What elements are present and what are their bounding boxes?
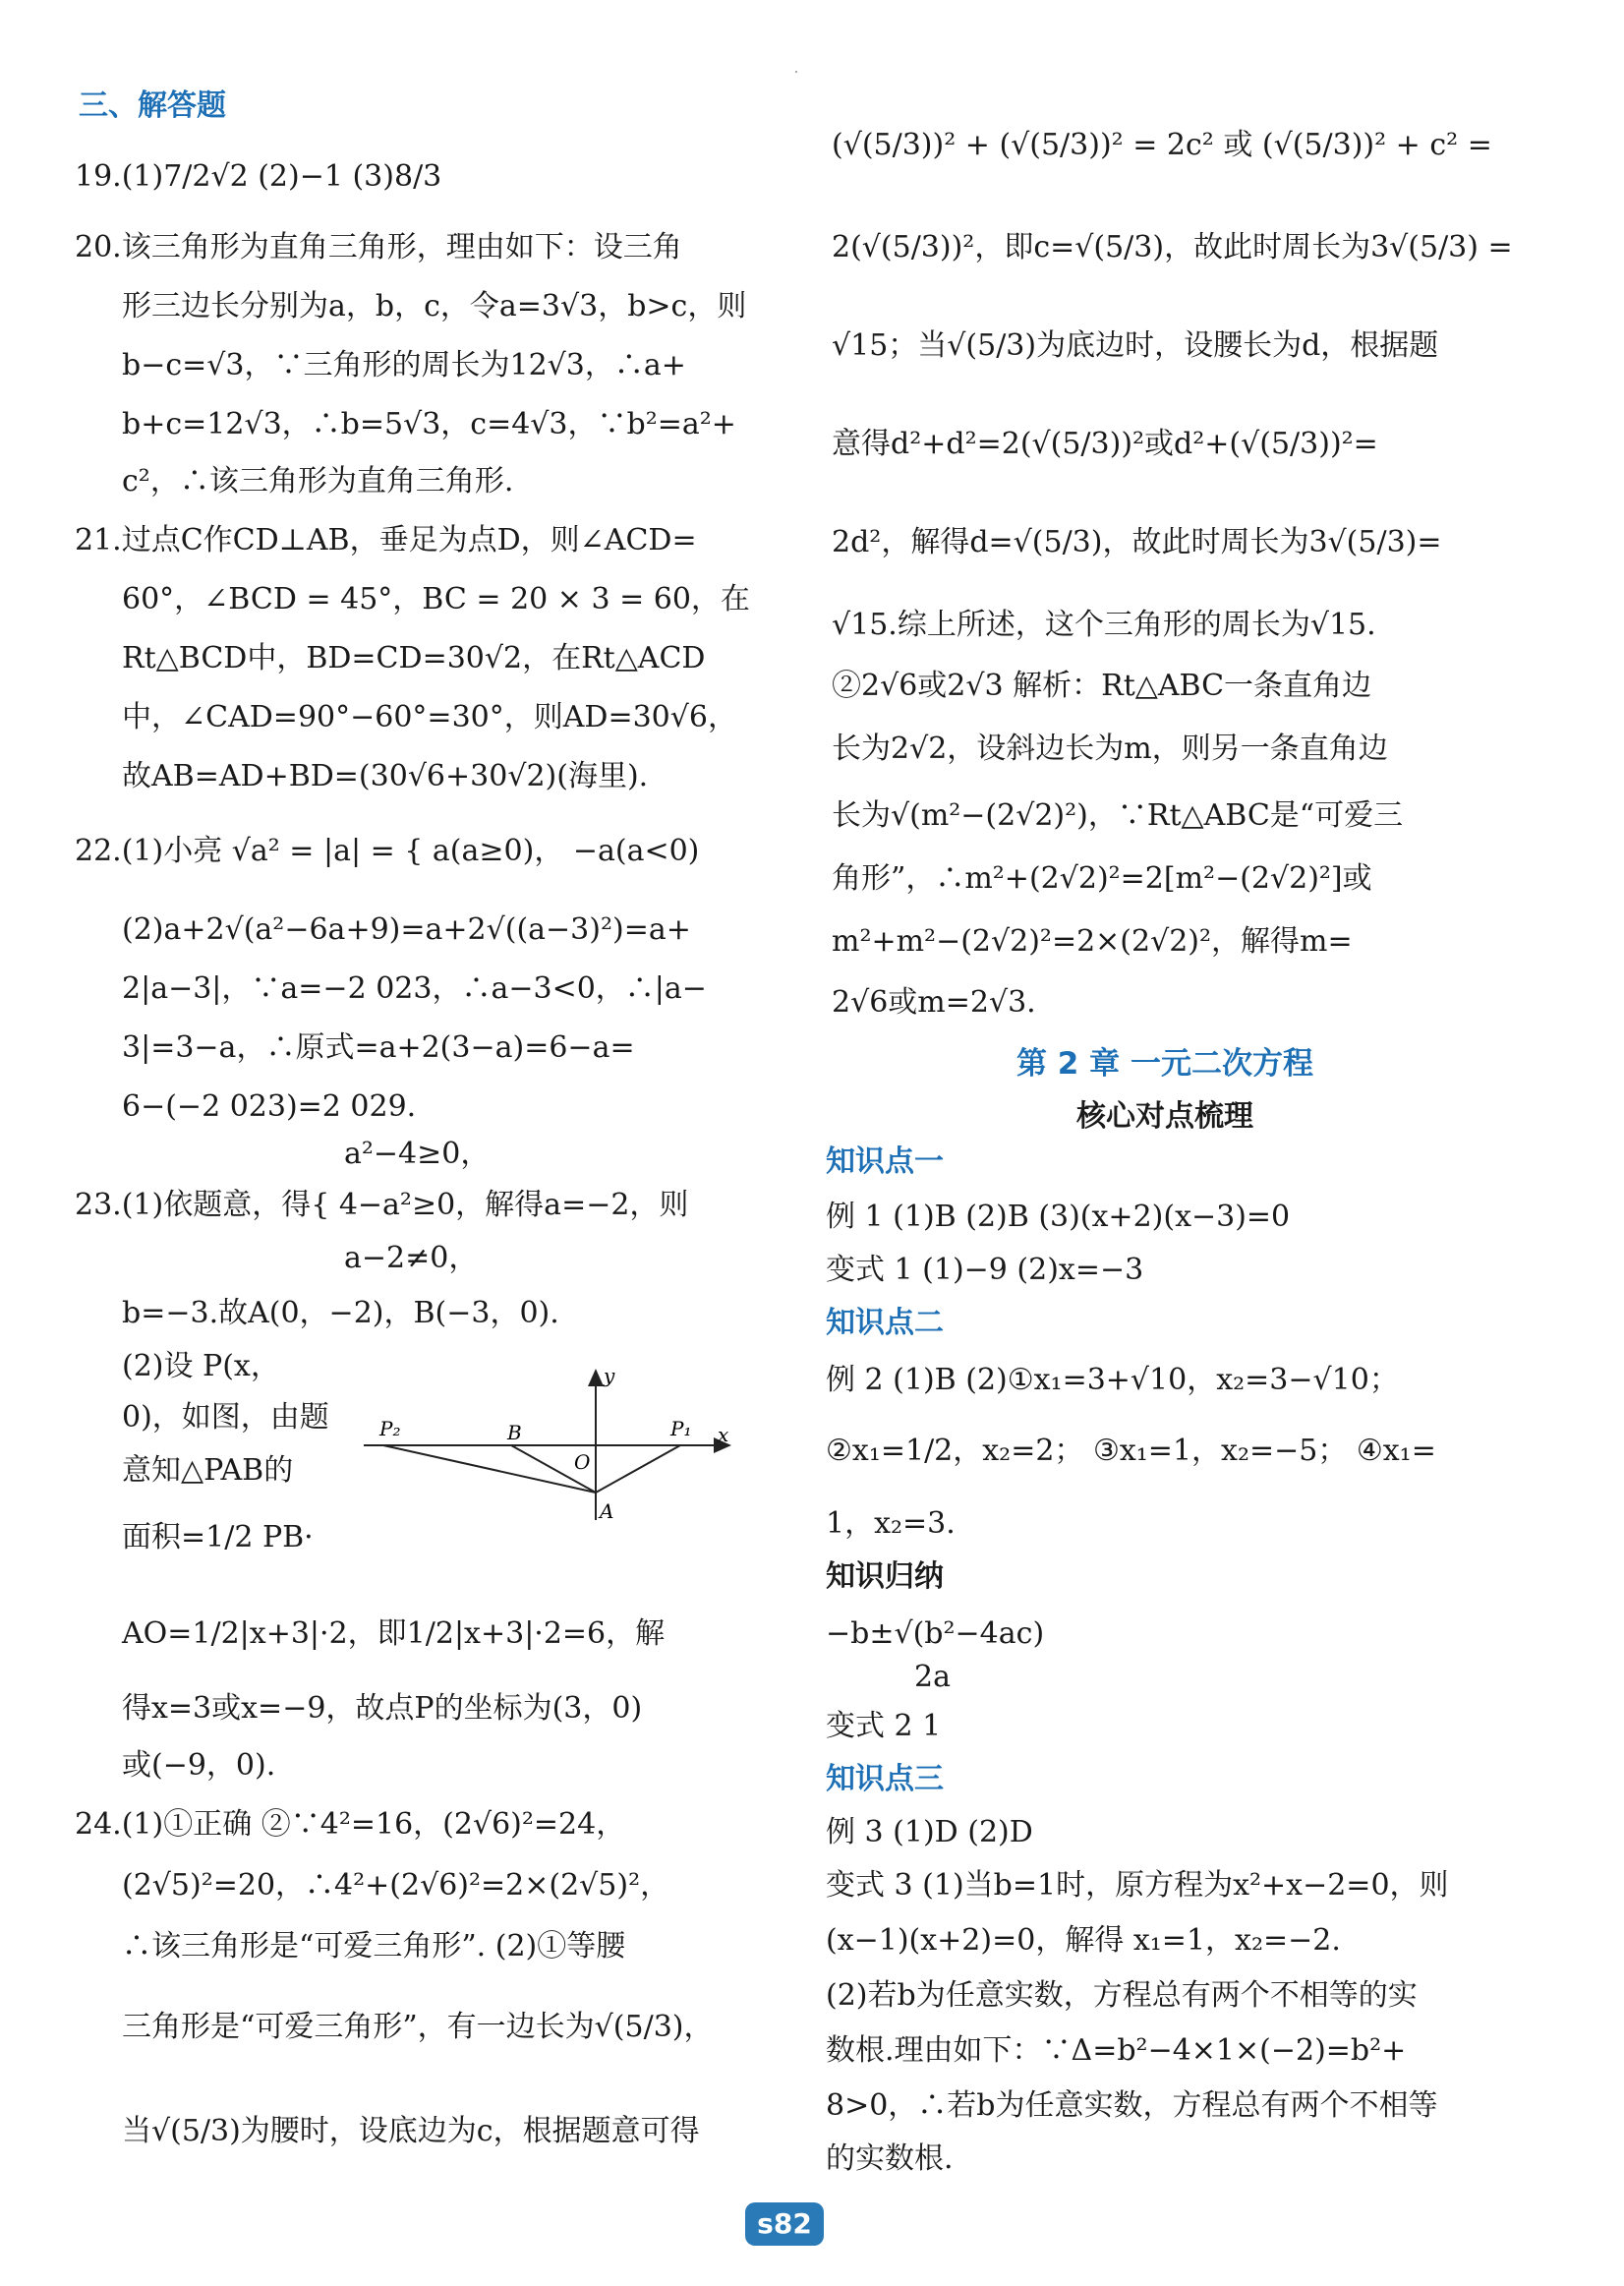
section-title: 核心对点梳理 xyxy=(1076,1099,1253,1134)
segment-p1-a xyxy=(596,1445,680,1493)
text-line: 面积=1/2 PB· xyxy=(122,1520,314,1554)
text-line: (√(5/3))² + (√(5/3))² = 2c² 或 (√(5/3))² + c² = xyxy=(832,128,1492,162)
text-line: Rt△BCD中，BD=CD=30√2，在Rt△ACD xyxy=(122,641,706,675)
text-line: √15.综上所述，这个三角形的周长为√15. xyxy=(832,608,1376,642)
text-line: 19.(1)7/2√2 (2)−1 (3)8/3 xyxy=(75,159,442,194)
text-line: (2)a+2√(a²−6a+9)=a+2√((a−3)²)=a+ xyxy=(122,912,691,947)
text-line: 或(−9，0). xyxy=(122,1748,276,1783)
segment-p2-a xyxy=(383,1445,596,1493)
text-line: 知识点一 xyxy=(826,1144,944,1179)
text-line: ②2√6或2√3 解析：Rt△ABC一条直角边 xyxy=(832,669,1372,703)
label-p1: P₁ xyxy=(670,1417,692,1440)
text-line: 1，x₂=3. xyxy=(826,1506,956,1541)
text-line: 中，∠CAD=90°−60°=30°，则AD=30√6， xyxy=(122,700,737,734)
text-line: 2a xyxy=(914,1660,951,1694)
text-line: 意知△PAB的 xyxy=(122,1453,294,1488)
text-line: 23.(1)依题意，得{ 4−a²≥0，解得a=−2，则 xyxy=(75,1188,689,1222)
label-y: y xyxy=(604,1364,615,1387)
coordinate-figure xyxy=(364,1363,737,1530)
text-line: 意得d²+d²=2(√(5/3))²或d²+(√(5/3))²= xyxy=(832,427,1378,461)
text-line: 变式 1 (1)−9 (2)x=−3 xyxy=(826,1253,1144,1287)
label-b: B xyxy=(507,1421,522,1444)
text-line: 知识点二 xyxy=(826,1306,944,1340)
text-line: 当√(5/3)为腰时，设底边为c，根据题意可得 xyxy=(122,2114,700,2148)
text-line: 长为2√2，设斜边长为m，则另一条直角边 xyxy=(832,732,1388,766)
text-line: (2)设 P(x， xyxy=(122,1349,280,1383)
text-line: (2)若b为任意实数，方程总有两个不相等的实 xyxy=(826,1978,1418,2013)
text-line: 长为√(m²−(2√2)²)，∵Rt△ABC是“可爱三 xyxy=(832,798,1404,833)
text-line: 22.(1)小亮 √a² = |a| = { a(a≥0)， −a(a<0) xyxy=(75,834,700,868)
text-line: 例 2 (1)B (2)①x₁=3+√10，x₂=3−√10； xyxy=(826,1363,1399,1397)
text-line: 的实数根. xyxy=(826,2141,954,2176)
text-line: ∴该三角形是“可爱三角形”. (2)①等腰 xyxy=(122,1929,626,1964)
text-line: b−c=√3，∵三角形的周长为12√3，∴a+ xyxy=(122,348,686,382)
text-line: 三、解答题 xyxy=(79,88,226,123)
text-line: 8>0，∴若b为任意实数，方程总有两个不相等 xyxy=(826,2088,1438,2123)
text-line: (x−1)(x+2)=0，解得 x₁=1，x₂=−2. xyxy=(826,1923,1341,1958)
label-o: O xyxy=(574,1450,591,1474)
text-line: 21.过点C作CD⊥AB，垂足为点D，则∠ACD= xyxy=(75,523,697,557)
text-line: 例 3 (1)D (2)D xyxy=(826,1815,1033,1849)
label-p2: P₂ xyxy=(379,1417,401,1440)
text-line: 角形”，∴m²+(2√2)²=2[m²−(2√2)²]或 xyxy=(832,861,1372,896)
text-line: 2(√(5/3))²，即c=√(5/3)，故此时周长为3√(5/3) = xyxy=(832,230,1513,264)
text-line: 得x=3或x=−9，故点P的坐标为(3，0) xyxy=(122,1691,643,1726)
label-x: x xyxy=(718,1423,729,1446)
page-number: s82 xyxy=(745,2202,824,2246)
text-line: 20.该三角形为直角三角形，理由如下：设三角 xyxy=(75,230,682,264)
text-line: 例 1 (1)B (2)B (3)(x+2)(x−3)=0 xyxy=(826,1200,1291,1234)
text-line: a²−4≥0， xyxy=(344,1137,491,1171)
text-line: (2√5)²=20，∴4²+(2√6)²=2×(2√5)²， xyxy=(122,1868,670,1903)
text-line: √15；当√(5/3)为底边时，设腰长为d，根据题 xyxy=(832,328,1439,363)
text-line: 60°，∠BCD = 45°，BC = 20 × 3 = 60，在 xyxy=(122,582,750,616)
text-line: ②x₁=1/2，x₂=2； ③x₁=1，x₂=−5； ④x₁= xyxy=(826,1434,1436,1468)
text-line: −b±√(b²−4ac) xyxy=(826,1616,1045,1651)
label-a: A xyxy=(600,1499,614,1523)
text-line: 知识点三 xyxy=(826,1762,944,1796)
text-line: b+c=12√3，∴b=5√3，c=4√3，∵b²=a²+ xyxy=(122,407,736,441)
text-line: 0)，如图，由题 xyxy=(122,1400,329,1435)
text-line: 6−(−2 023)=2 029. xyxy=(122,1089,417,1124)
text-line: c²，∴该三角形为直角三角形. xyxy=(122,464,514,498)
text-line: 24.(1)①正确 ②∵4²=16，(2√6)²=24， xyxy=(75,1807,626,1842)
text-line: 形三边长分别为a，b，c，令a=3√3，b>c，则 xyxy=(122,289,747,323)
text-line: 2d²，解得d=√(5/3)，故此时周长为3√(5/3)= xyxy=(832,525,1442,559)
text-line: 3|=3−a，∴原式=a+2(3−a)=6−a= xyxy=(122,1030,635,1065)
chapter-title: 第 2 章 一元二次方程 xyxy=(1016,1046,1313,1082)
text-line: 数根.理由如下：∵Δ=b²−4×1×(−2)=b²+ xyxy=(826,2033,1407,2068)
text-line: 故AB=AD+BD=(30√6+30√2)(海里). xyxy=(122,759,649,793)
text-line: AO=1/2|x+3|·2，即1/2|x+3|·2=6，解 xyxy=(122,1616,666,1651)
text-line: 2|a−3|，∵a=−2 023，∴a−3<0，∴|a− xyxy=(122,971,707,1006)
text-line: 2√6或m=2√3. xyxy=(832,985,1036,1020)
text-line: 知识归纳 xyxy=(826,1559,944,1594)
scan-dot xyxy=(795,71,797,73)
text-line: 变式 2 1 xyxy=(826,1709,942,1743)
text-line: 变式 3 (1)当b=1时，原方程为x²+x−2=0，则 xyxy=(826,1868,1449,1903)
text-line: a−2≠0， xyxy=(344,1241,479,1275)
text-line: 三角形是“可爱三角形”，有一边长为√(5/3)， xyxy=(122,2010,714,2044)
text-line: b=−3.故A(0，−2)，B(−3，0). xyxy=(122,1296,559,1330)
text-line: m²+m²−(2√2)²=2×(2√2)²，解得m= xyxy=(832,924,1353,959)
